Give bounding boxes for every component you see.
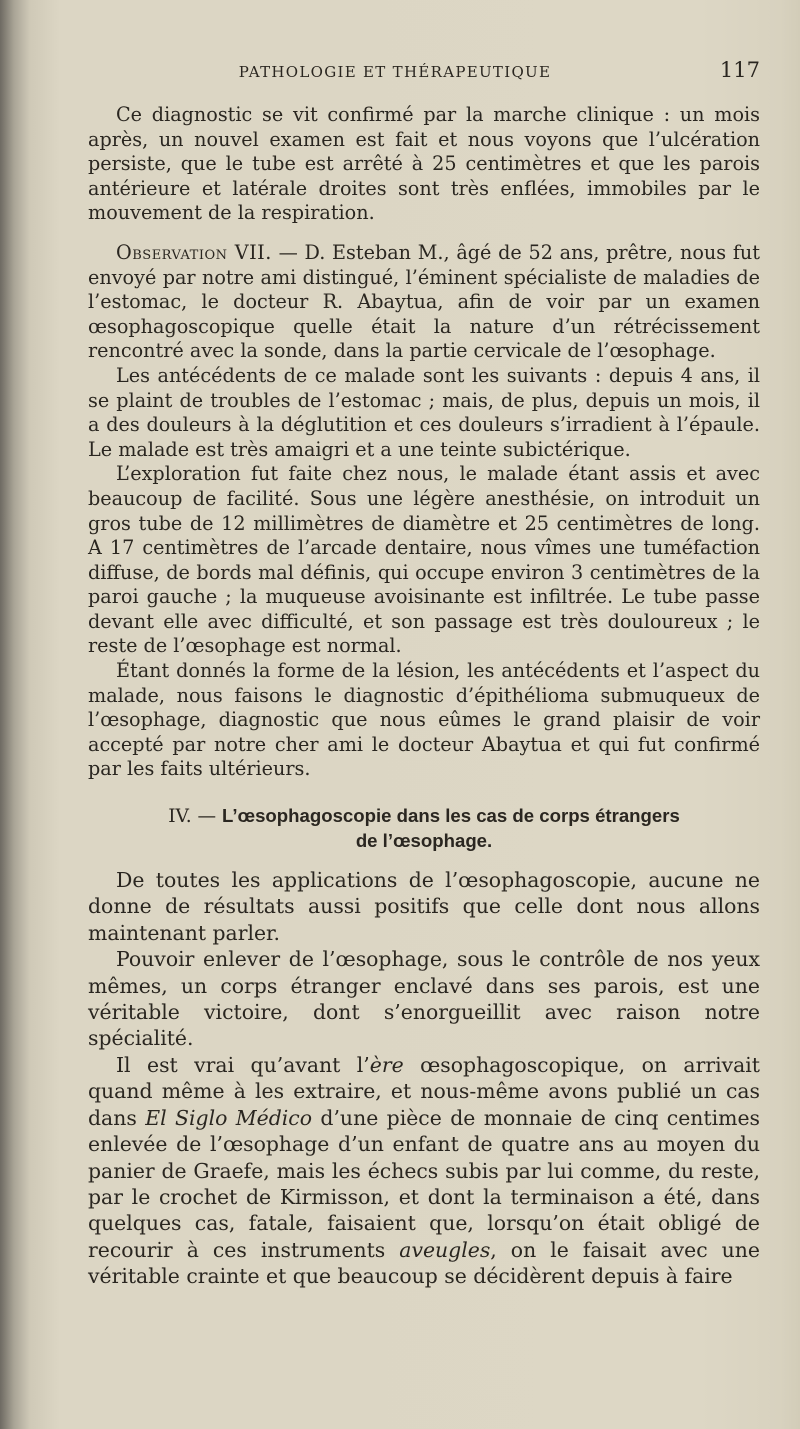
section-heading	[88, 804, 760, 853]
historique-part2: œsophagoscopique, on arrivait quand même à les extraire, et nous-même avons publié un cas dans	[88, 1052, 760, 1130]
observation-text: — D. Esteban M., âgé de 52 ans, prêtre, nous fut envoyé par notre ami distingué, l’éminent spécialiste de maladies de l’estomac, le docteur R. Abaytua, afin de voir par un examen œsophagoscopique quelle était la nature d’un rétrécissement rencontré avec la sonde, dans la partie cervicale de l’œsophage.	[88, 240, 760, 363]
historique-part1: Il est vrai qu’avant l’	[116, 1052, 370, 1077]
body-text	[88, 103, 760, 1290]
paragraph-exploration: L’exploration fut faite chez nous, le malade étant assis et avec beaucoup de facilité. Sous une légère anesthésie, on introduit un gros tube de 12 millimètres de diamètre et 25 centimètres de long. A 17 centimètres de l’arcade dentaire, nous vîmes une tuméfaction diffuse, de bords mal définis, qui occupe environ 3 centimètres de la paroi gauche ; la muqueuse avoisinante est infiltrée. Le tube passe devant elle avec difficulté, et son passage est très douloureux ; le reste de l’œsophage est normal.	[88, 462, 760, 658]
page-header	[90, 58, 760, 88]
paragraph-conclusion: Étant donnés la forme de la lésion, les antécédents et l’aspect du malade, nous faisons le diagnostic d’épithélioma submuqueux de l’œsophage, diagnostic que nous eûmes le grand plaisir de voir accepté par notre cher ami le docteur Abaytua et qui fut confirmé par les faits ultérieurs.	[88, 659, 760, 781]
section-body	[88, 867, 760, 1290]
page-number: 117	[719, 58, 760, 82]
historique-ere: ère	[369, 1052, 404, 1077]
journal-title: El Siglo Médico	[145, 1105, 312, 1130]
paragraph-observation	[88, 241, 760, 364]
paragraph-applications: De toutes les applications de l’œsophagoscopie, aucune ne donne de résultats aussi positifs que celle dont nous allons maintenant parler.	[88, 868, 760, 945]
paragraph-diagnostic: Ce diagnostic se vit confirmé par la marche clinique : un mois après, un nouvel examen est fait et nous voyons que l’ulcération persiste, que le tube est arrêté à 25 centimètres et que les parois antérieure et latérale droites sont très enflées, immobiles par le mouvement de la respiration.	[88, 103, 760, 225]
historique-part3: d’une pièce de monnaie de cinq centimes enlevée de l’œsophage d’un enfant de quatre ans au moyen du panier de Graefe, mais les échecs subis par lui comme, du reste, par le crochet de Kirmisson, et dont la terminaison a été, dans quelques cas, fatale, faisaient que, lorsqu’on était obligé de recourir à ces instruments	[88, 1105, 760, 1262]
section-heading-line1	[88, 804, 760, 829]
historique-part4: , on le faisait avec une véritable crainte et que beaucoup se décidèrent depuis à faire	[88, 1237, 760, 1289]
paragraph-historique	[88, 1052, 760, 1290]
section-title-line1: L’œsophagoscopie dans les cas de corps étrangers	[222, 805, 680, 827]
historique-aveugles: aveugles	[399, 1237, 491, 1262]
paragraph-victoire: Pouvoir enlever de l’œsophage, sous le contrôle de nos yeux mêmes, un corps étranger enclavé dans ses parois, est une véritable victoire, dont s’enorgueillit avec raison notre spécialité.	[88, 947, 760, 1051]
section-title-line2: de l’œsophage.	[355, 830, 493, 852]
paragraph-antecedents: Les antécédents de ce malade sont les suivants : depuis 4 ans, il se plaint de troubles de l’estomac ; mais, de plus, depuis un mois, il a des douleurs à la déglutition et ces douleurs s’irradient à l’épaule. Le malade est très amaigri et a une teinte subictérique.	[88, 363, 760, 461]
running-title: PATHOLOGIE ET THÉRAPEUTIQUE	[238, 63, 552, 81]
section-number: IV. —	[168, 806, 223, 828]
observation-label: Observation VII.	[116, 240, 272, 264]
